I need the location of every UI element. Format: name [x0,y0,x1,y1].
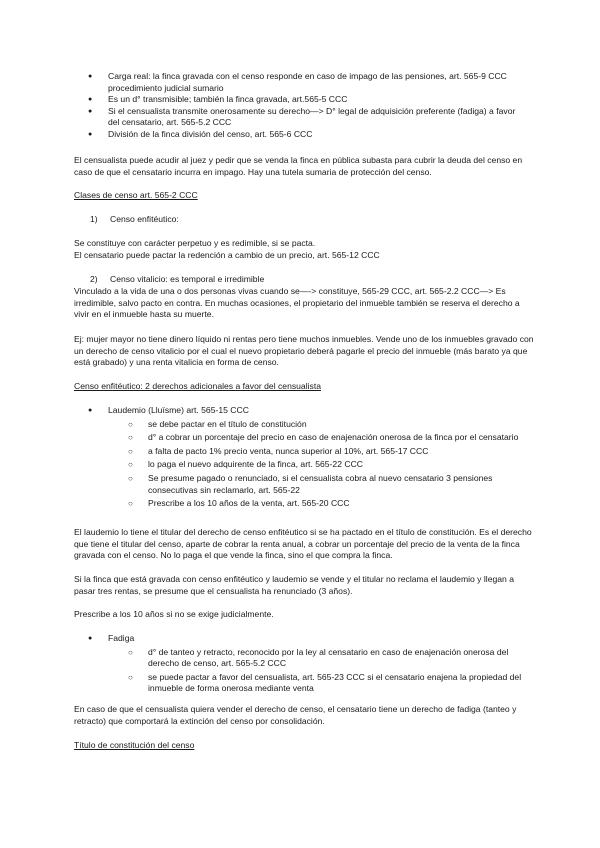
list-item-fadiga [88,633,528,695]
paragraph-prescribe: Prescribe a los 10 años si no se exige judicialmente. [74,609,274,619]
top-bullet-list [88,71,528,141]
paragraph-enfiteutico-1: Se constituye con carácter perpetuo y es redimible, si se pacta. [74,238,316,248]
laudemio-label: Laudemio (Lluïsme) art. 565-15 CCC [108,405,249,415]
fadiga-list [88,633,528,697]
list-item-laudemio [88,405,528,510]
list-item-censo-vitalicio [90,274,530,286]
fadiga-sublist [108,647,528,695]
list-item: ○ Se presume pagado o renunciado, si el censualista cobra al nuevo censatario 3 pensiones consecutivas sin reclamarlo, art. 565-22 [108,473,528,496]
list-item-censo-enfiteutico [90,214,530,226]
list-item: ○ se puede pactar a favor del censualista, art. 565-23 CCC si el censatario enajena la propiedad del inmueble de forma onerosa mediante venta [108,672,528,695]
paragraph-ejemplo: Ej: mujer mayor no tiene dinero líquido ni rentas pero tiene muchos inmuebles. Vende uno de los inmuebles gravado con un derecho de censo vitalicio por el cual el nuevo propietario deberá pagarle el precio del inmueble (más barato ya que está grabado) y una renta vitalicia en forma de censo. [74,334,534,368]
list-item: ○ se debe pactar en el título de constitución [108,419,528,431]
paragraph-fadiga: En caso de que el censualista quiera vender el derecho de censo, el censatario tiene un derecho de fadiga (tanteo y retracto) que comportará la extinción del censo por consolidación. [74,704,517,726]
list-item: ● Si el censualista transmite onerosamente su derecho—> D° legal de adquisición preferente (fadiga) a favor del censatario, art. 565-5.2 CCC [88,106,528,129]
laudemio-sublist [108,419,528,510]
list-item: ○ lo paga el nuevo adquirente de la finca, art. 565-22 CCC [108,459,528,471]
list-item: ● Carga real: la finca gravada con el censo responde en caso de impago de las pensiones, art. 565-9 CCC procedimiento judicial sumario [88,71,528,94]
item-label: Censo vitalicio: es temporal e irredimible [110,274,265,284]
heading-titulo-constitucion: Título de constitución del censo [74,740,195,750]
list-item: ○ Prescribe a los 10 años de la venta, art. 565-20 CCC [108,498,528,510]
list-item: ○ d° de tanteo y retracto, reconocido por la ley al censatario en caso de enajenación onerosa del derecho de censo, art. 565-5.2 CCC [108,647,528,670]
laudemio-list [88,405,528,512]
fadiga-label: Fadiga [108,633,135,643]
paragraph-laudemio: El laudemio lo tiene el titular del derecho de censo enfitéutico si se ha pactado en el título de constitución. Es el derecho que tiene el titular del censo, aparte de cobrar la renta anual, a cobrar un porcentaje del precio de la venta de la finca gravada con el censo. No lo paga el que vende la finca, sino el que compra la finca. [74,527,532,561]
list-item: ● División de la finca división del censo, art. 565-6 CCC [88,129,528,141]
paragraph-subasta: El censualista puede acudir al juez y pedir que se venda la finca en pública subasta para cubrir la deuda del censo en caso de que el censatario incurra en impago. Hay una tutela sumaria de protección del censo. [74,155,523,177]
list-item: ○ d° a cobrar un porcentaje del precio en caso de enajenación onerosa de la finca por el censatario [108,432,528,444]
item-label: Censo enfitéutico: [110,214,179,224]
heading-censo-enfiteutico-derechos: Censo enfitéutico: 2 derechos adicionales a favor del censualista [74,381,321,391]
paragraph-presuncion: Si la finca que está gravada con censo enfitéutico y laudemio se vende y el titular no reclama el laudemio y llegan a pasar tres rentas, se presume que el censualista ha renunciado (3 años). [74,574,514,596]
heading-clases-de-censo: Clases de censo art. 565-2 CCC [74,190,198,200]
list-item: ● Es un d° transmisible; también la finca gravada, art.565-5 CCC [88,94,528,106]
paragraph-enfiteutico-2: El censatario puede pactar la redención a cambio de un precio, art. 565-12 CCC [74,250,380,260]
list-item: ○ a falta de pacto 1% precio venta, nunca superior al 10%, art. 565-17 CCC [108,446,528,458]
item-number: 1) [90,214,98,224]
item-number: 2) [90,274,98,284]
paragraph-vitalicio: Vinculado a la vida de una o dos personas vivas cuando se—-> constituye, 565-29 CCC, art. 565-2.2 CCC—> Es irredimible, salvo pacto en contra. En muchas ocasiones, el propietario del inmueble también se reserva el derecho a vivir en el inmueble hasta su muerte. [74,286,520,320]
